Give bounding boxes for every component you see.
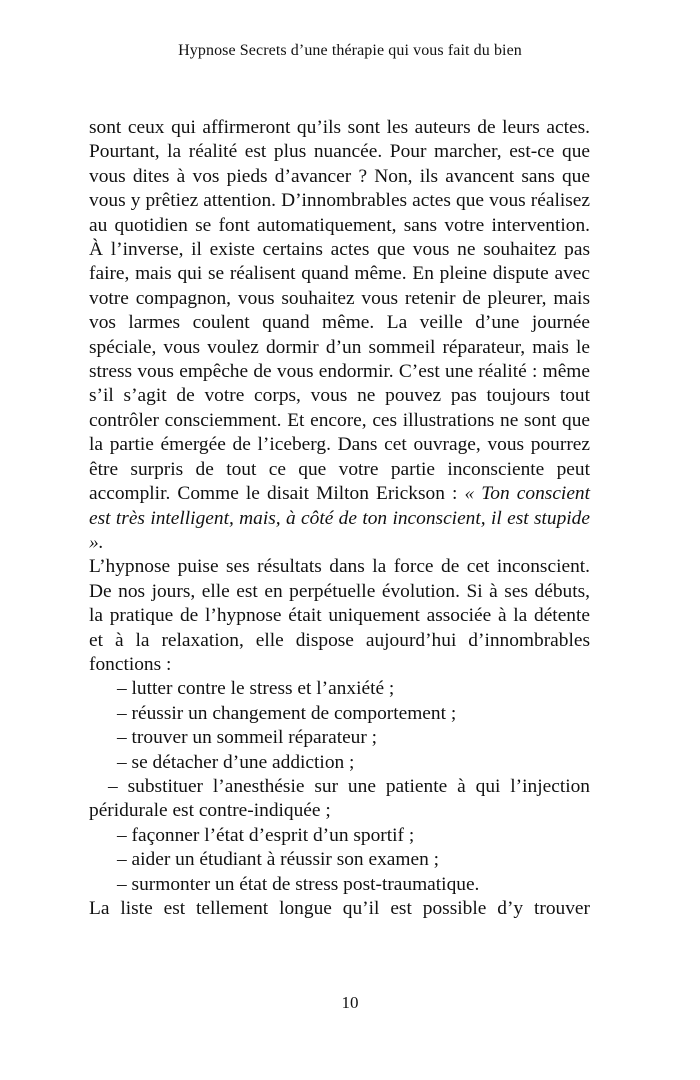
- list-item: – façonner l’état d’esprit d’un sportif ;: [117, 824, 415, 846]
- erickson-quote: « Ton conscient est très intelligent, mais, à côté de ton inconscient, il est stupide ».: [89, 483, 591, 553]
- functions-list: [89, 677, 590, 897]
- page-number: 10: [341, 993, 359, 1012]
- paragraph-intro-text: sont ceux qui affirmeront qu’ils sont les auteurs de leurs actes. Pourtant, la réalité est plus nuancée. Pour marcher, est-ce que vous dites à vos pieds d’avancer ? Non, ils avancent sans que vous y prêtiez attention. D’innombrables actes que vous réalisez au quotidien se font automatiquement, sans votre intervention. À l’inverse, il existe certains actes que vous ne souhaitez pas faire, mais qui se réalisent quand même. En pleine dispute avec votre compagnon, vous souhaitez vous retenir de pleurer, mais vos larmes coulent quand même. La veille d’une journée spéciale, vous voulez dormir d’un sommeil réparateur, mais le stress vous empêche de vous endormir. C’est une réalité : même s’il s’agit de votre corps, vous ne pouvez pas toujours tout contrôler consciemment. Et encore, ces illustrations ne sont que la partie émergée de l’iceberg. Dans cet ouvrage, vous pourrez être surpris de tout ce que votre partie inconsciente peut accomplir. Comme le disait Milton Erickson :: [89, 117, 590, 505]
- running-header: Hypnose Secrets d’une thérapie qui vous fait du bien: [178, 42, 522, 59]
- list-item: – aider un étudiant à réussir son examen ;: [117, 849, 440, 871]
- list-item: – surmonter un état de stress post-traumatique.: [117, 873, 480, 895]
- list-item: – réussir un changement de comportement ;: [117, 702, 457, 724]
- paragraph-closing: La liste est tellement longue qu’il est possible d’y trouver: [89, 898, 590, 919]
- paragraph-intro: [89, 116, 590, 555]
- list-item: – lutter contre le stress et l’anxiété ;: [117, 678, 395, 700]
- list-item: – se détacher d’une addiction ;: [117, 751, 355, 773]
- paragraph-hypnosis: L’hypnose puise ses résultats dans la force de cet inconscient. De nos jours, elle est en perpétuelle évolution. Si à ses débuts, la pratique de l’hypnose était uniquement associée à la détente et à la relaxation, elle dispose aujourd’hui d’innombrables fonctions :: [89, 556, 590, 675]
- page-body: [89, 116, 590, 921]
- list-item: – trouver un sommeil réparateur ;: [117, 727, 378, 749]
- list-item: – substituer l’anesthésie sur une patiente à qui l’injection péridurale est contre-indiquée ;: [89, 775, 590, 822]
